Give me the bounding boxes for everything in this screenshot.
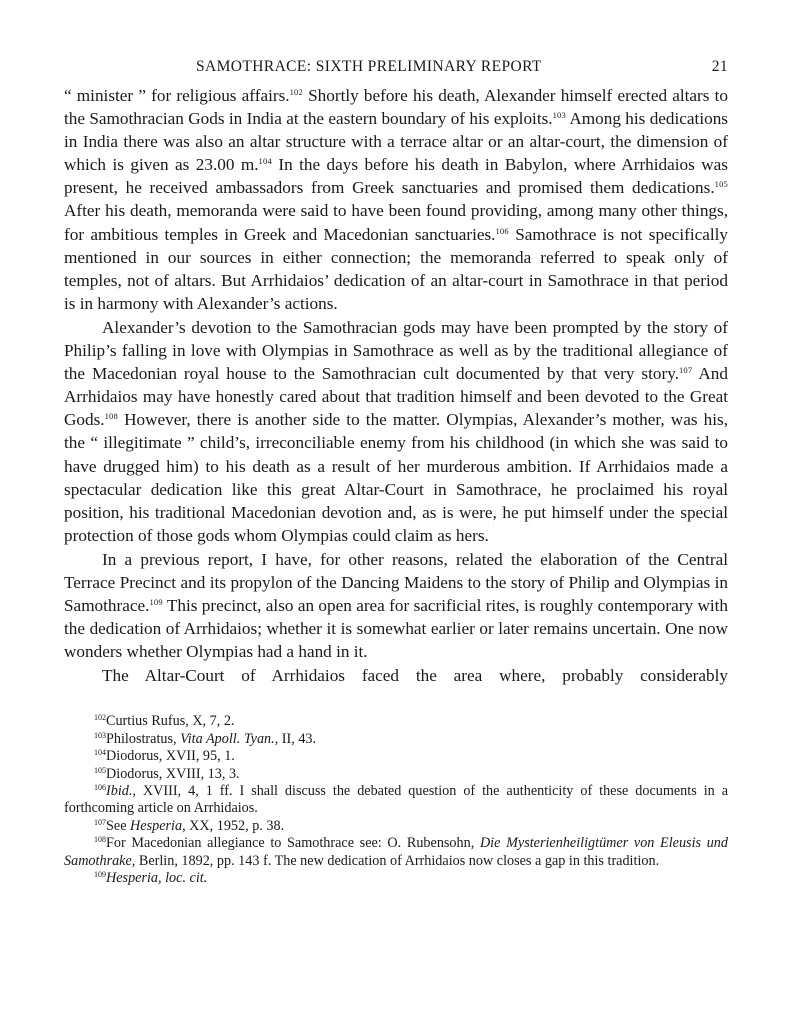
text-run: Diodorus, XVIII, 13, 3.: [106, 765, 240, 782]
footnote-ref: 103: [552, 110, 566, 121]
footnote-ref: 102: [289, 87, 303, 97]
footnote-number: 103: [94, 730, 106, 740]
footnote-number: 105: [94, 765, 106, 775]
text-run: In the days before his death in Babylon, where Arrhidaios was present, he received ambassadors from Greek sanctuaries and promised them dedications.: [64, 155, 728, 198]
text-run: , XX, 1952, p. 38.: [182, 817, 285, 834]
footnote-content: [94, 748, 106, 764]
text-run: For Macedonian allegiance to Samothrace see: O. Rubensohn,: [106, 835, 480, 852]
text-run: See: [106, 817, 131, 834]
page: [64, 58, 728, 888]
italic-text: Hesperia: [130, 817, 183, 834]
paragraph: [64, 84, 728, 315]
text-run: Among his dedications in India there was also an altar structure with a terrace altar or an altar-court, the dimension of which is given as 23.00 m.: [64, 109, 728, 175]
footnote-number: 106: [94, 783, 106, 793]
footnote: [94, 766, 728, 783]
footnote-number: 108: [94, 835, 106, 845]
footnote: [94, 748, 728, 765]
text-run: , XVIII, 4, 1 ff. I shall discuss the debated question of the authenticity of these documents in a forthcoming article on Arrhidaios.: [64, 783, 728, 817]
footnote: [94, 870, 728, 887]
italic-text: Hesperia, loc. cit.: [106, 870, 208, 887]
footnote-content: [94, 818, 106, 834]
footnotes: [64, 713, 728, 887]
text-run: Diodorus, XVII, 95, 1.: [106, 748, 235, 765]
footnote: [64, 783, 728, 818]
text-run: However, there is another side to the matter. Olympias, Alexander’s mother, was his, the “ illegitimate ” child’s, irreconciliable enemy from his childhood (in which she was said to have drugged him) to his death as a result of her murderous ambition. If Arrhidaios made a spectacular dedication like this great Altar-Court in Samothrace, he proclaimed his royal position, his traditional Macedonian devotion and, as is were, he put himself under the special protection of those gods whom Olympias could claim as hers.: [64, 410, 728, 545]
text-run: In a previous report, I have, for other reasons, related the elaboration of the Central Terrace Precinct and its propylon of the Dancing Maidens to the story of Philip and Olympias in Samothrace.: [64, 549, 728, 616]
footnote: [94, 713, 728, 730]
text-run: Philostratus,: [106, 730, 181, 747]
running-head: [64, 58, 728, 84]
footnote-number: 109: [94, 870, 106, 880]
footnote-number: 102: [94, 713, 106, 723]
footnote: [94, 818, 728, 835]
text-run: The Altar-Court of Arrhidaios faced the area where, probably considerably: [102, 666, 728, 686]
footnote-ref: 107: [678, 365, 693, 376]
running-title: SAMOTHRACE: SIXTH PRELIMINARY REPORT: [196, 58, 542, 75]
text-run: , II, 43.: [274, 730, 317, 747]
text-run: After his death, memoranda were said to have been found providing, among many other things, for ambitious temples in Greek and Macedonian sanctuaries.: [64, 201, 728, 244]
text-run: Shortly before his death, Alexander himself erected altars to the Samothracian Gods in India at the eastern boundary of his exploits.: [64, 86, 728, 129]
footnote-ref: 105: [714, 179, 728, 190]
body-text: [64, 84, 728, 687]
footnote-content: [94, 783, 106, 799]
paragraph: [64, 316, 728, 547]
footnote-ref: 109: [149, 597, 163, 608]
footnote-content: [94, 835, 106, 851]
text-run: Alexander’s devotion to the Samothracian gods may have been prompted by the story of Philip’s falling in love with Olympias in Samothrace as well as by the traditional allegiance of the Macedonian royal house to the Samothracian cult documented by that very story.: [64, 317, 728, 384]
page-number: 21: [711, 58, 728, 75]
footnote-number: 107: [94, 817, 106, 827]
footnote-content: [94, 731, 106, 747]
footnote-ref: 104: [258, 156, 272, 167]
paragraph: [64, 548, 728, 663]
footnote-content: [94, 766, 106, 782]
footnote: [94, 731, 728, 748]
text-run: Samothrace is not specifically mentioned in our sources in either connection; the memoranda referred to speak only of temples, not of altars. But Arrhidaios’ dedication of an altar-court in Samothrace in that period is in harmony with Alexander’s actions.: [64, 224, 728, 313]
text-run: , Berlin, 1892, pp. 143 f. The new dedication of Arrhidaios now closes a gap in this tradition.: [131, 852, 660, 869]
text-run: “ minister ” for religious affairs.: [64, 86, 290, 105]
italic-text: Vita Apoll. Tyan.: [180, 730, 275, 747]
text-run: This precinct, also an open area for sacrificial rites, is roughly contemporary with the dedication of Arrhidaios; whether it is somewhat earlier or later remains uncertain. One now wonders whether Olympias had a hand in it.: [64, 596, 728, 662]
italic-text: Ibid.: [106, 783, 133, 800]
italic-text: Die Mysterienheiligtümer von Eleusis und Samothrake: [64, 835, 728, 869]
footnote-content: [94, 870, 106, 886]
paragraph: [64, 664, 728, 687]
text-run: Curtius Rufus, X, 7, 2.: [106, 713, 235, 730]
footnote-ref: 106: [495, 225, 509, 236]
footnote-ref: 108: [104, 411, 118, 422]
footnote-number: 104: [94, 748, 106, 758]
footnote-content: [94, 713, 106, 729]
text-run: And Arrhidaios may have honestly cared about that tradition himself and been devoted to the Great Gods.: [64, 364, 728, 430]
footnote: [64, 835, 728, 870]
